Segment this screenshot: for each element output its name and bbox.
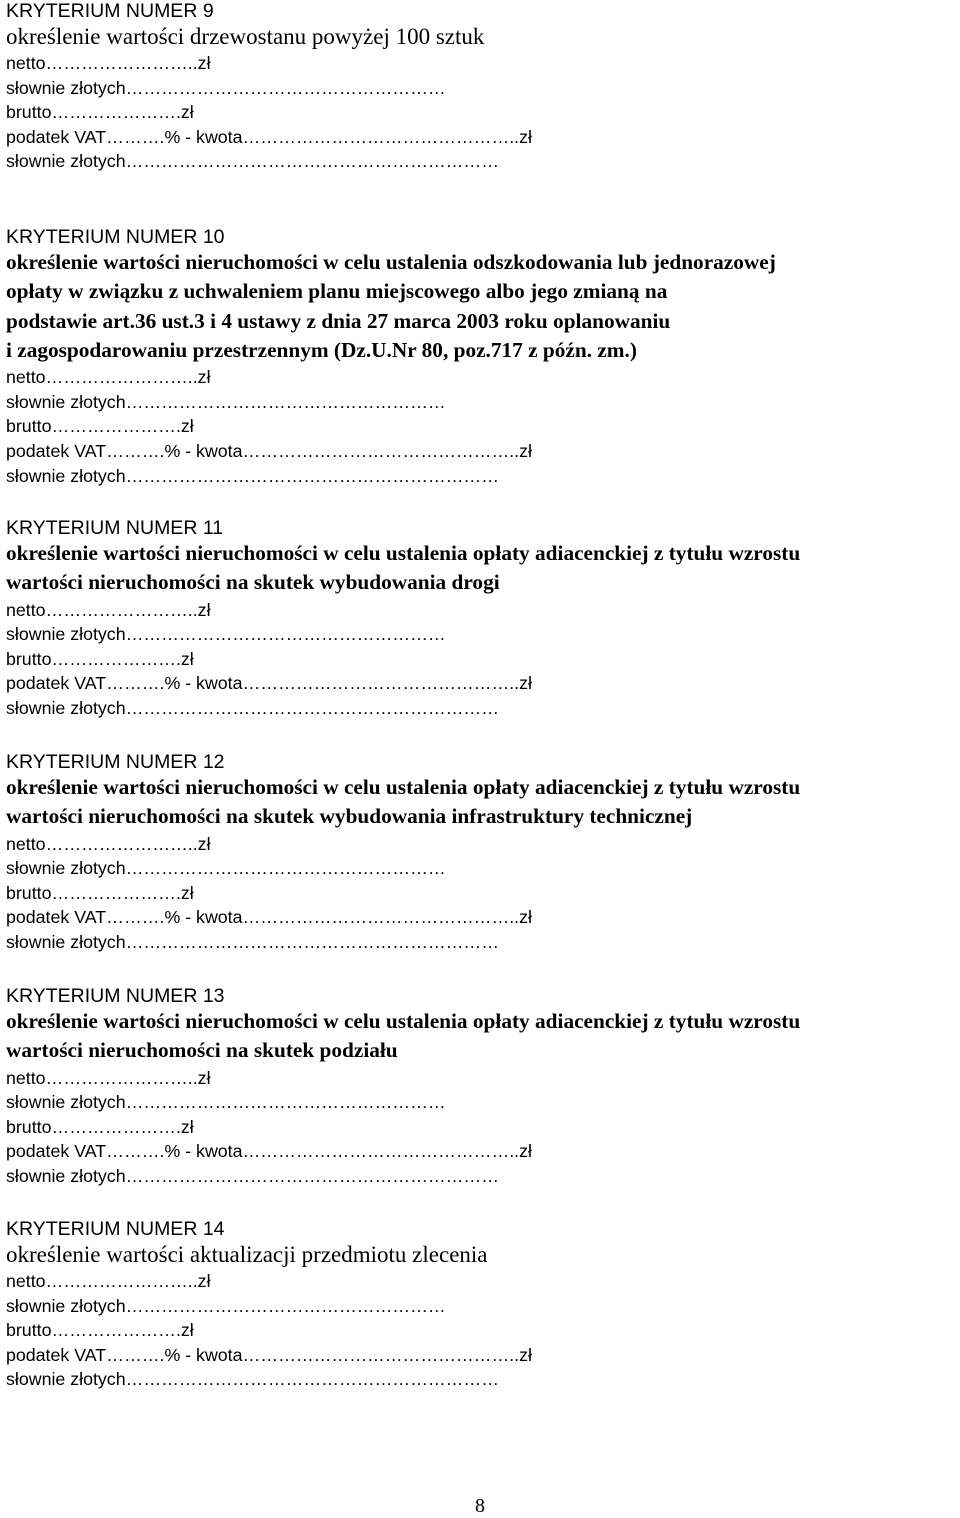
criterion-block bbox=[6, 1218, 532, 1392]
netto-line: netto……………………..zł bbox=[6, 833, 211, 854]
vat-slownie-line: słownie złotych……………………………………………………… bbox=[6, 1369, 499, 1390]
netto-line: netto……………………..zł bbox=[6, 1271, 211, 1291]
criterion-heading: KRYTERIUM NUMER 9 bbox=[6, 0, 214, 22]
criterion-description: określenie wartości nieruchomości w celu ustalenia opłaty adiacenckiej z tytułu wzrostu bbox=[6, 541, 801, 565]
criterion-block bbox=[6, 517, 800, 721]
vat-slownie-line: słownie złotych……………………………………………………… bbox=[6, 931, 499, 952]
vat-line: podatek VAT……….% - kwota………………………………………..zł bbox=[6, 907, 532, 928]
criterion-block bbox=[6, 226, 776, 488]
criterion-description: i zagospodarowaniu przestrzennym (Dz.U.Nr 80, poz.717 z późn. zm.) bbox=[6, 337, 637, 362]
brutto-line: brutto………………….zł bbox=[6, 1116, 194, 1137]
criterion-description: określenie wartości nieruchomości w celu ustalenia opłaty adiacenckiej z tytułu wzrostu bbox=[6, 775, 801, 799]
vat-slownie-line: słownie złotych……………………………………………………… bbox=[6, 465, 499, 486]
slownie-line: słownie złotych……………………………………………… bbox=[6, 1092, 446, 1113]
brutto-line: brutto………………….zł bbox=[6, 1320, 194, 1341]
vat-slownie-line: słownie złotych……………………………………………………… bbox=[6, 697, 499, 718]
vat-line: podatek VAT……….% - kwota………………………………………..zł bbox=[6, 1141, 532, 1162]
criterion-heading: KRYTERIUM NUMER 10 bbox=[6, 226, 225, 248]
netto-line: netto……………………..zł bbox=[6, 599, 211, 620]
brutto-line: brutto………………….zł bbox=[6, 648, 194, 669]
brutto-line: brutto………………….zł bbox=[6, 882, 194, 903]
criterion-block bbox=[6, 0, 532, 174]
criterion-heading: KRYTERIUM NUMER 13 bbox=[6, 985, 225, 1007]
criterion-heading: KRYTERIUM NUMER 11 bbox=[6, 517, 224, 539]
criterion-description: podstawie art.36 ust.3 i 4 ustawy z dnia 27 marca 2003 roku oplanowaniu bbox=[6, 308, 671, 333]
criterion-block bbox=[6, 751, 800, 955]
criterion-description: opłaty w związku z uchwaleniem planu miejscowego albo jego zmianą na bbox=[6, 279, 668, 304]
criterion-description: określenie wartości nieruchomości w celu ustalenia odszkodowania lub jednorazowej bbox=[6, 250, 776, 274]
criterion-heading: KRYTERIUM NUMER 12 bbox=[6, 751, 225, 773]
criterion-description: wartości nieruchomości na skutek podziału bbox=[6, 1038, 398, 1063]
criterion-heading: KRYTERIUM NUMER 14 bbox=[6, 1218, 225, 1240]
netto-line: netto……………………..zł bbox=[6, 1067, 211, 1088]
criterion-block bbox=[6, 985, 800, 1189]
vat-line: podatek VAT……….% - kwota………………………………………..zł bbox=[6, 673, 532, 694]
vat-slownie-line: słownie złotych……………………………………………………… bbox=[6, 151, 499, 172]
criterion-description: wartości nieruchomości na skutek wybudowania drogi bbox=[6, 570, 500, 595]
vat-line: podatek VAT……….% - kwota………………………………………..zł bbox=[6, 126, 532, 147]
netto-line: netto……………………..zł bbox=[6, 367, 211, 388]
vat-line: podatek VAT……….% - kwota………………………………………..zł bbox=[6, 1344, 532, 1365]
criterion-description: wartości nieruchomości na skutek wybudowania infrastruktury technicznej bbox=[6, 804, 693, 829]
page-number: 8 bbox=[475, 1495, 485, 1517]
slownie-line: słownie złotych……………………………………………… bbox=[6, 1295, 446, 1316]
criterion-description: określenie wartości drzewostanu powyżej 100 sztuk bbox=[6, 24, 485, 49]
slownie-line: słownie złotych……………………………………………… bbox=[6, 858, 446, 879]
vat-line: podatek VAT……….% - kwota………………………………………..zł bbox=[6, 440, 532, 461]
brutto-line: brutto………………….zł bbox=[6, 102, 194, 123]
brutto-line: brutto………………….zł bbox=[6, 416, 194, 437]
slownie-line: słownie złotych……………………………………………… bbox=[6, 77, 446, 98]
criterion-description: określenie wartości aktualizacji przedmiotu zlecenia bbox=[6, 1242, 488, 1267]
criterion-description: określenie wartości nieruchomości w celu ustalenia opłaty adiacenckiej z tytułu wzrostu bbox=[6, 1009, 801, 1033]
netto-line: netto……………………..zł bbox=[6, 53, 211, 73]
vat-slownie-line: słownie złotych……………………………………………………… bbox=[6, 1165, 499, 1186]
slownie-line: słownie złotych……………………………………………… bbox=[6, 391, 446, 412]
slownie-line: słownie złotych……………………………………………… bbox=[6, 624, 446, 645]
